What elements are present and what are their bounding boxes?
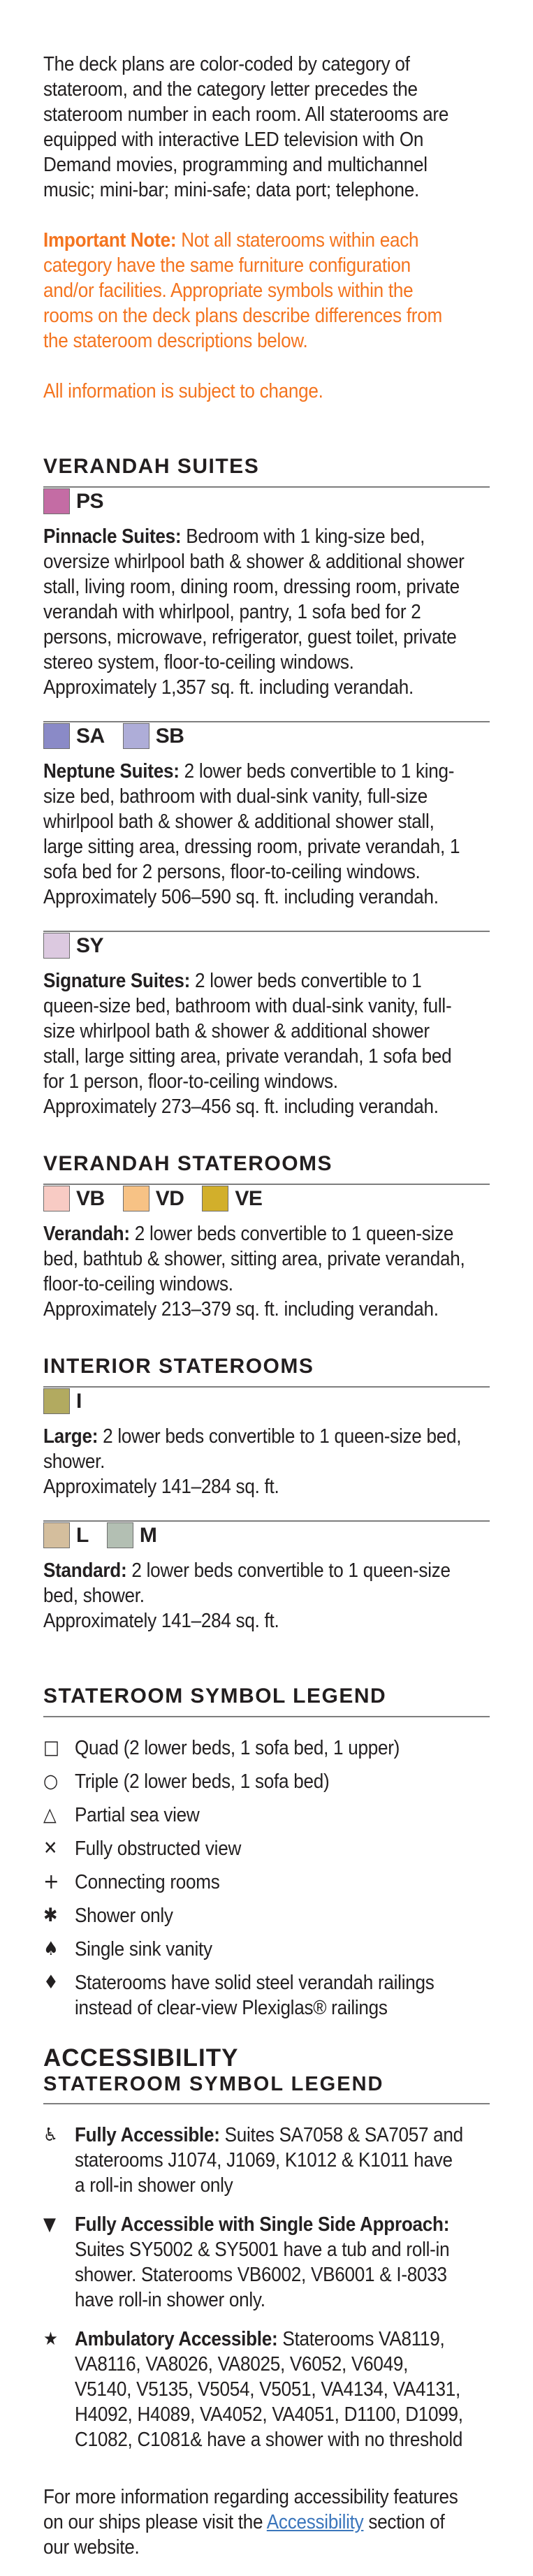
swatch-label-ve: VE (235, 1187, 263, 1210)
partial-sea-view-icon: △ (43, 1804, 57, 1826)
acc-item-text (75, 2327, 465, 2452)
category-size: Approximately 213–379 sq. ft. including verandah. (43, 1298, 439, 1320)
category-description (43, 524, 465, 700)
acc-item-fully-accessible (43, 2123, 465, 2198)
category-neptune-suites (43, 721, 490, 910)
swatch-label-m: M (139, 1524, 157, 1547)
down-triangle-icon: ▼ (43, 2214, 56, 2235)
category-lead: Signature Suites: (43, 970, 191, 992)
swatch-label-l: L (76, 1524, 89, 1547)
section-title-verandah-suites: VERANDAH SUITES (43, 455, 260, 478)
quad-icon: □ (43, 1737, 59, 1759)
legend-item-steel-railings (43, 1970, 465, 2021)
category-size: Approximately 1,357 sq. ft. including verandah. (43, 676, 414, 699)
important-note-lead: Important Note: (43, 229, 177, 252)
category-lead: Neptune Suites: (43, 760, 180, 783)
swatch-row (43, 1185, 490, 1213)
legend-item-connecting-rooms (43, 1870, 465, 1895)
legend-item-obstructed-view (43, 1836, 465, 1861)
divider (43, 1716, 490, 1717)
acc-item-body: Suites SA7058 & SA7057 and staterooms J1074, J1069, K1012 & K1011 have a roll-in shower only (75, 2124, 463, 2197)
symbol-legend-list (43, 1735, 465, 2021)
accessibility-subtitle: STATEROOM SYMBOL LEGEND (43, 2073, 384, 2095)
swatch-group-vd (123, 1187, 184, 1211)
category-lead: Large: (43, 1425, 98, 1448)
legend-item-quad (43, 1735, 465, 1761)
swatch-group-i (43, 1390, 82, 1414)
swatch-row (43, 1388, 490, 1416)
triple-icon: ○ (43, 1770, 59, 1792)
accessibility-title: ACCESSIBILITY (43, 2044, 239, 2072)
swatch-sy (43, 933, 70, 959)
category-description (43, 1424, 465, 1499)
swatch-group-sb (123, 725, 184, 749)
swatch-row (43, 722, 490, 750)
acc-item-ambulatory-accessible (43, 2327, 465, 2452)
steel-railings-icon: ♦ (43, 1972, 59, 1993)
swatch-row (43, 1522, 490, 1550)
category-text: Bedroom with 1 king-size bed, oversize whirlpool bath & shower & additional shower stall, living room, dining room, dressing room, private verandah with whirlpool, pantry, 1 sofa bed for 2 persons, microwave, refrigerator, guest toilet, private stereo system, floor-to-ceiling windows. (43, 525, 465, 674)
footer-text-after-link: section of our website. (43, 2511, 445, 2559)
swatch-group-sa (43, 725, 105, 749)
single-sink-vanity-icon: ♠ (43, 1938, 59, 1960)
acc-item-body: Staterooms VA8119, VA8116, VA8026, VA8025, V6052, V6049, V5140, V5135, V5054, V5051, VA4134, VA4131, H4092, H4089, VA4052, VA4051, D1100, D1099, C1082, C1081& have a shower with no threshold (75, 2328, 463, 2451)
acc-item-text (75, 2212, 465, 2313)
intro-paragraph: The deck plans are color-coded by category of stateroom, and the category letter precedes the stateroom number in each room. All staterooms are equipped with interactive LED television with On Demand movies, programming and multichannel music; mini-bar; mini-safe; data port; telephone. (43, 53, 449, 201)
category-size: Approximately 273–456 sq. ft. including verandah. (43, 1096, 439, 1118)
legend-item-triple (43, 1769, 465, 1794)
swatch-group-vb (43, 1187, 105, 1211)
legend-item-text: Shower only (75, 1905, 173, 1927)
swatch-group-ve (202, 1187, 262, 1211)
swatch-sb (123, 723, 149, 749)
legend-item-text: Quad (2 lower beds, 1 sofa bed, 1 upper) (75, 1737, 400, 1759)
category-size: Approximately 141–284 sq. ft. (43, 1476, 279, 1498)
category-text: 2 lower beds convertible to 1 queen-size bed, shower. (43, 1559, 451, 1607)
acc-item-single-side-approach (43, 2212, 465, 2313)
category-lead: Pinnacle Suites: (43, 525, 182, 548)
swatch-ps (43, 488, 70, 514)
swatch-l (43, 1522, 70, 1548)
legend-item-shower-only (43, 1903, 465, 1928)
acc-item-text (75, 2123, 465, 2198)
divider (43, 2103, 490, 2104)
swatch-label-i: I (76, 1390, 82, 1413)
legend-item-text: Triple (2 lower beds, 1 sofa bed) (75, 1770, 330, 1793)
subject-to-change-note: All information is subject to change. (43, 380, 323, 402)
category-description (43, 968, 465, 1119)
swatch-group-l (43, 1524, 89, 1548)
category-size: Approximately 506–590 sq. ft. including verandah. (43, 886, 439, 908)
acc-item-lead: Fully Accessible with Single Side Approach: (75, 2213, 450, 2236)
swatch-label-sb: SB (155, 725, 184, 748)
swatch-m (107, 1522, 133, 1548)
category-text: 2 lower beds convertible to 1 queen-size bed, shower. (43, 1425, 462, 1473)
important-note-text: Not all staterooms within each category have the same furniture configuration and/or facilities. Appropriate symbols within the rooms on the deck plans describe differences from the stateroom descriptions below. (43, 229, 442, 352)
acc-item-lead: Fully Accessible: (75, 2124, 220, 2146)
legend-item-single-sink (43, 1937, 465, 1962)
accessibility-legend-list (43, 2123, 465, 2452)
legend-item-text: Fully obstructed view (75, 1838, 242, 1860)
section-title-verandah-staterooms: VERANDAH STATEROOMS (43, 1152, 333, 1175)
swatch-group-m (107, 1524, 157, 1548)
category-size: Approximately 141–284 sq. ft. (43, 1610, 279, 1632)
category-text: 2 lower beds convertible to 1 queen-size bed, bathroom with dual-sink vanity, full-size whirlpool bath & shower & additional shower stall, large sitting area, private verandah, 1 sofa bed for 1 person, floor-to-ceiling windows. (43, 970, 452, 1093)
category-standard-interior (43, 1520, 490, 1633)
legend-item-text: Connecting rooms (75, 1871, 220, 1893)
important-note-paragraph (43, 228, 465, 354)
accessibility-link[interactable]: Accessibility (266, 2511, 364, 2533)
category-signature-suites (43, 931, 490, 1119)
swatch-label-vb: VB (76, 1187, 105, 1210)
footer-text-before-link: For more information regarding accessibility features on our ships please visit the (43, 2486, 458, 2533)
legend-item-text: Partial sea view (75, 1804, 200, 1826)
category-description (43, 1558, 465, 1633)
obstructed-view-icon: ✕ (43, 1838, 58, 1859)
footer-paragraph (43, 2484, 465, 2560)
swatch-i (43, 1388, 70, 1414)
swatch-row (43, 488, 490, 516)
connecting-rooms-icon: + (43, 1870, 59, 1894)
legend-item-text: Single sink vanity (75, 1938, 212, 1960)
category-description (43, 759, 465, 910)
acc-item-body: Suites SY5002 & SY5001 have a tub and roll-in shower. Staterooms VB6002, VB6001 & I-8033 have roll-in shower only. (75, 2239, 450, 2311)
swatch-label-vd: VD (155, 1187, 184, 1210)
legend-item-text: Staterooms have solid steel verandah railings instead of clear-view Plexiglas® railings (75, 1972, 435, 2019)
category-lead: Verandah: (43, 1223, 130, 1245)
swatch-row (43, 932, 490, 960)
category-text: 2 lower beds convertible to 1 queen-size bed, bathtub & shower, sitting area, private verandah, floor-to-ceiling windows. (43, 1223, 465, 1295)
section-title-interior-staterooms: INTERIOR STATEROOMS (43, 1355, 314, 1378)
category-large-interior (43, 1386, 490, 1499)
category-lead: Standard: (43, 1559, 127, 1582)
swatch-group-ps (43, 490, 103, 514)
swatch-ve (202, 1186, 228, 1211)
swatch-label-sa: SA (76, 725, 105, 748)
shower-only-icon: ✱ (43, 1905, 58, 1926)
wheelchair-icon: ♿ (43, 2125, 58, 2146)
swatch-vb (43, 1186, 70, 1211)
swatch-group-sy (43, 934, 103, 959)
category-pinnacle-suites (43, 486, 490, 700)
swatch-vd (123, 1186, 149, 1211)
legend-item-partial-sea-view (43, 1803, 465, 1828)
swatch-label-sy: SY (76, 934, 104, 957)
acc-item-lead: Ambulatory Accessible: (75, 2328, 278, 2350)
category-description (43, 1221, 465, 1322)
category-verandah (43, 1184, 490, 1322)
section-title-symbol-legend: STATEROOM SYMBOL LEGEND (43, 1684, 387, 1708)
swatch-label-ps: PS (76, 490, 104, 513)
swatch-sa (43, 723, 70, 749)
category-text: 2 lower beds convertible to 1 king-size bed, bathroom with dual-sink vanity, full-size whirlpool bath & shower & additional shower stall, large sitting area, dressing room, private verandah, 1 sofa bed for 2 persons, floor-to-ceiling windows. (43, 760, 460, 883)
star-icon: ★ (43, 2329, 58, 2350)
